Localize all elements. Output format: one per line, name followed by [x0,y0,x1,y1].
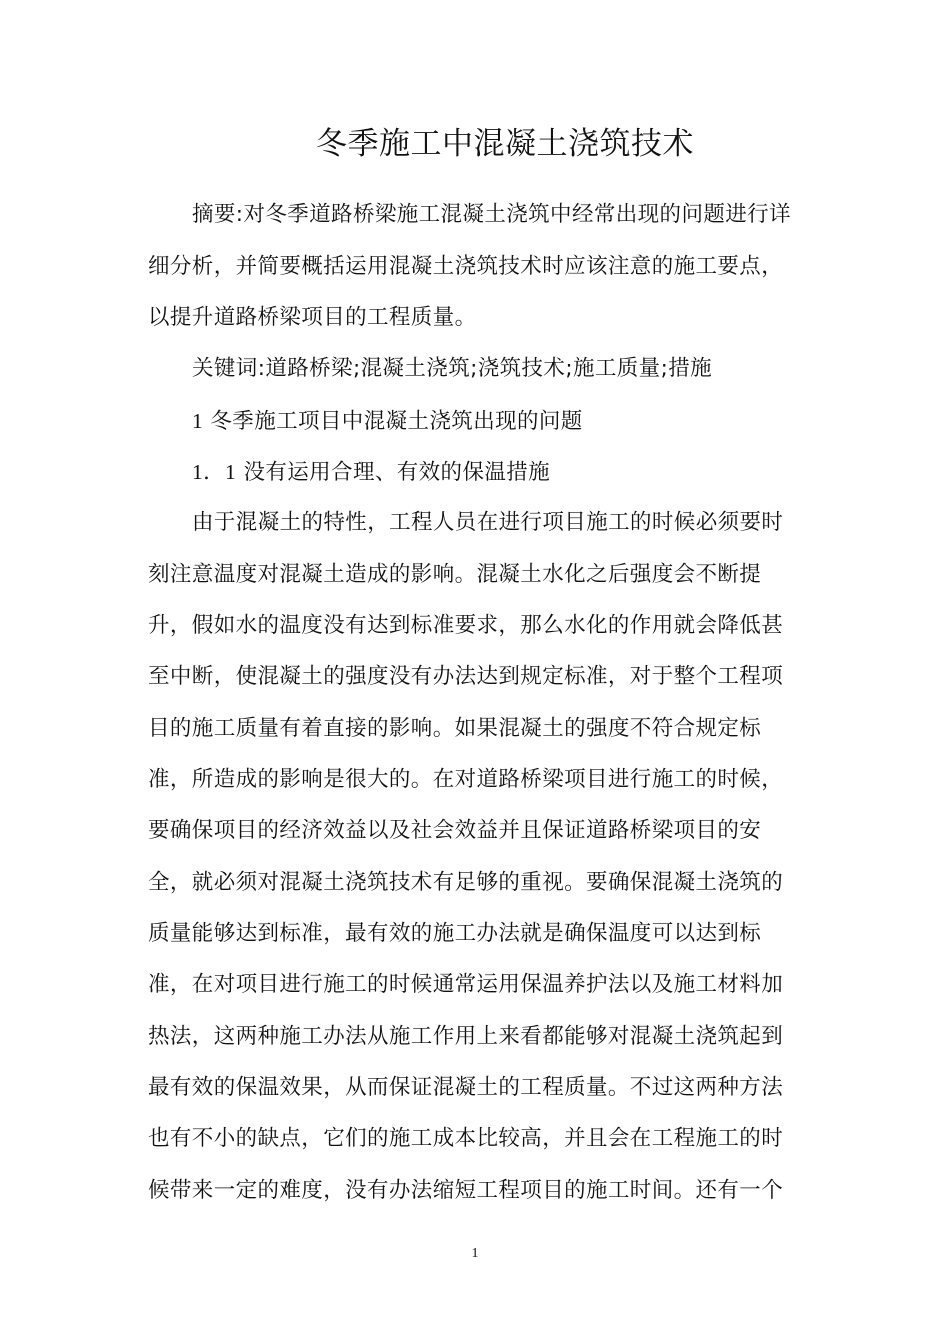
subsection-heading [192,457,550,488]
body-line: 也有不小的缺点，它们的施工成本比较高，并且会在工程施工的时 [148,1126,784,1151]
subsection-number: 1．1 [192,460,237,484]
section-title: 冬季施工项目中混凝土浇筑出现的问题 [210,409,583,434]
body-line: 由于混凝土的特性，工程人员在进行项目施工的时候必须要时 [192,510,784,535]
body-line: 刻注意温度对混凝土造成的影响。混凝土水化之后强度会不断提 [148,562,762,587]
body-line: 候带来一定的难度，没有办法缩短工程项目的施工时间。还有一个 [148,1178,784,1203]
body-line: 升，假如水的温度没有达到标准要求，那么水化的作用就会降低甚 [148,613,784,638]
body-line: 准，所造成的影响是很大的。在对道路桥梁项目进行施工的时候， [148,767,784,792]
abstract-line: 以提升道路桥梁项目的工程质量。 [148,305,477,330]
body-line: 准，在对项目进行施工的时候通常运用保温养护法以及施工材料加 [148,972,784,997]
body-line: 质量能够达到标准，最有效的施工办法就是确保温度可以达到标 [148,921,762,946]
section-heading [192,406,583,437]
page-number: 1 [471,1246,479,1261]
body-line: 要确保项目的经济效益以及社会效益并且保证道路桥梁项目的安 [148,818,762,843]
section-number: 1 [192,409,204,433]
body-line: 最有效的保温效果，从而保证混凝土的工程质量。不过这两种方法 [148,1075,784,1100]
abstract-line: 摘要:对冬季道路桥梁施工混凝土浇筑中经常出现的问题进行详 [192,202,791,227]
subsection-title: 没有运用合理、有效的保温措施 [243,460,551,485]
document-title: 冬季施工中混凝土浇筑技术 [316,126,694,162]
body-line: 全，就必须对混凝土浇筑技术有足够的重视。要确保混凝土浇筑的 [148,870,784,895]
body-line: 目的施工质量有着直接的影响。如果混凝土的强度不符合规定标 [148,716,762,741]
abstract-line: 细分析，并简要概括运用混凝土浇筑技术时应该注意的施工要点， [148,254,784,279]
body-line: 热法，这两种施工办法从施工作用上来看都能够对混凝土浇筑起到 [148,1024,784,1049]
keywords-line: 关键词:道路桥梁;混凝土浇筑;浇筑技术;施工质量;措施 [192,356,713,381]
body-line: 至中断，使混凝土的强度没有办法达到规定标准，对于整个工程项 [148,664,784,689]
